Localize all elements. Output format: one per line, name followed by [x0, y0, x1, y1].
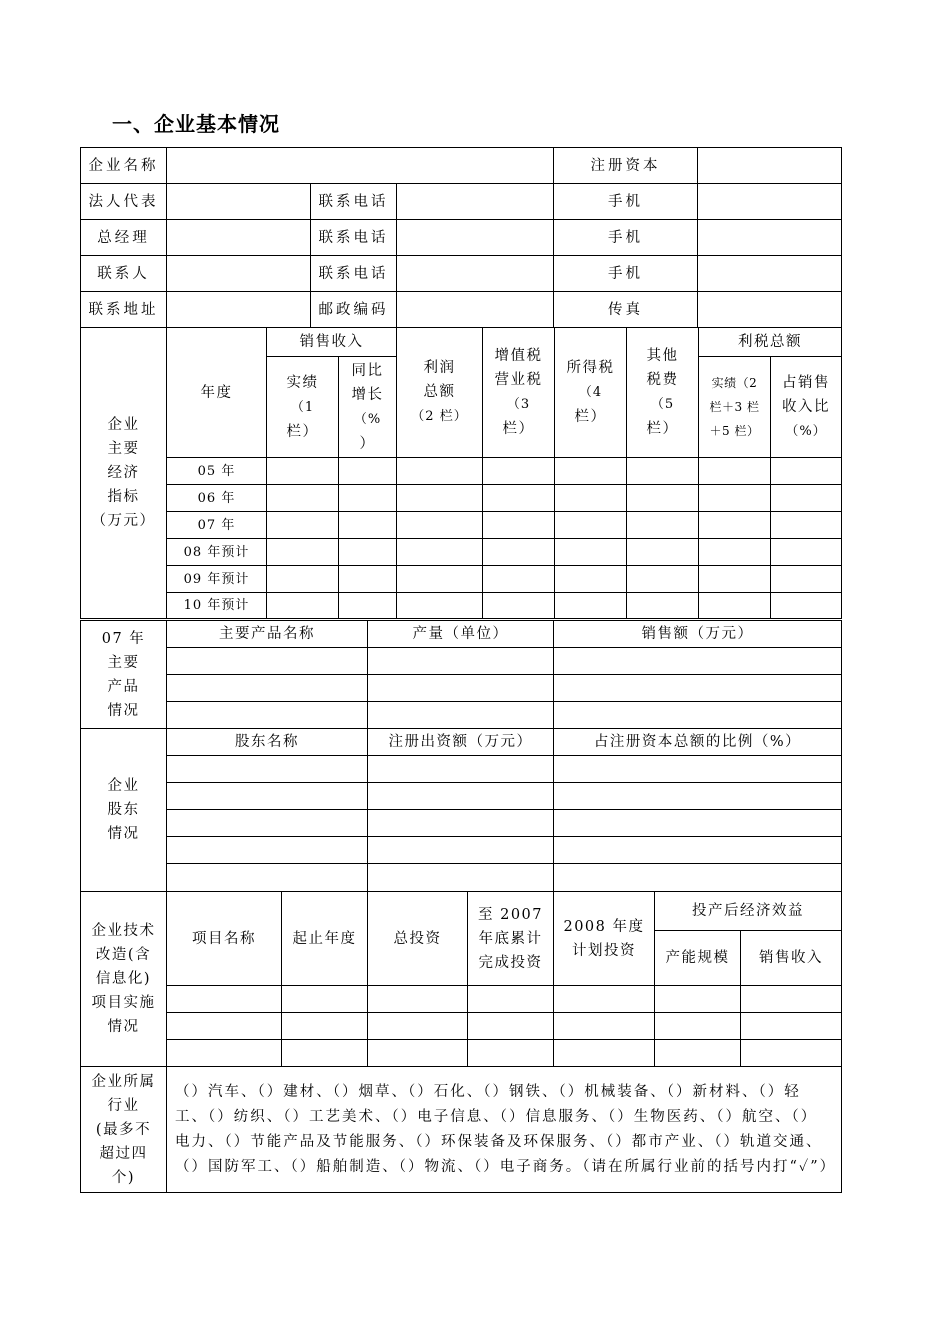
header-economic-benefit: 投产后经济效益: [655, 892, 842, 931]
cell[interactable]: [267, 512, 339, 539]
cell[interactable]: [741, 1013, 842, 1040]
cell[interactable]: [167, 756, 368, 783]
cell[interactable]: [339, 566, 397, 593]
cell[interactable]: [397, 566, 483, 593]
year-label: 09 年预计: [167, 566, 267, 593]
address-field[interactable]: [167, 292, 311, 328]
cell[interactable]: [554, 810, 842, 837]
cell[interactable]: [368, 986, 468, 1013]
shareholders-table: [80, 728, 842, 892]
label-fax: 传真: [554, 292, 698, 328]
cell[interactable]: [368, 648, 554, 675]
header-income-tax: 所得税 （4 栏）: [555, 328, 627, 458]
products-side-label: 07 年 主要 产品 情况: [81, 621, 167, 729]
economic-indicators-table: [80, 327, 842, 619]
cell[interactable]: [771, 485, 842, 512]
cell[interactable]: [397, 512, 483, 539]
cell[interactable]: [339, 512, 397, 539]
cell[interactable]: [554, 864, 842, 892]
cell[interactable]: [339, 485, 397, 512]
cell[interactable]: [167, 986, 282, 1013]
cell[interactable]: [554, 1040, 655, 1067]
cell[interactable]: [397, 485, 483, 512]
header-actual-total: 实绩（2 栏＋3 栏 ＋5 栏）: [699, 357, 771, 458]
cell[interactable]: [368, 1040, 468, 1067]
cell[interactable]: [368, 864, 554, 892]
year-label: 06 年: [167, 485, 267, 512]
cell[interactable]: [468, 986, 554, 1013]
gm-phone-field[interactable]: [397, 220, 554, 256]
fax-field[interactable]: [698, 292, 842, 328]
table-row: [81, 675, 842, 702]
cell[interactable]: [554, 1013, 655, 1040]
cell[interactable]: [282, 986, 368, 1013]
header-sales-revenue: 销售收入: [267, 328, 397, 357]
header-total-investment: 总投资: [368, 892, 468, 986]
cell[interactable]: [267, 485, 339, 512]
cell[interactable]: [655, 1013, 741, 1040]
cell[interactable]: [655, 1040, 741, 1067]
cell[interactable]: [167, 702, 368, 729]
cell[interactable]: [554, 702, 842, 729]
economic-side-label: 企业 主要 经济 指标 （万元）: [81, 328, 167, 619]
cell[interactable]: [655, 986, 741, 1013]
products-table: [80, 620, 842, 729]
header-product-name: 主要产品名称: [167, 621, 368, 648]
postcode-field[interactable]: [397, 292, 554, 328]
cell[interactable]: [627, 566, 699, 593]
industry-table: [80, 1066, 842, 1193]
cell[interactable]: [483, 539, 555, 566]
cell[interactable]: [339, 458, 397, 485]
cell[interactable]: [368, 675, 554, 702]
cell[interactable]: [554, 648, 842, 675]
cell[interactable]: [627, 458, 699, 485]
cell[interactable]: [555, 539, 627, 566]
general-manager-field[interactable]: [167, 220, 311, 256]
cell[interactable]: [555, 458, 627, 485]
cell[interactable]: [368, 1013, 468, 1040]
cell[interactable]: [699, 458, 771, 485]
registered-capital-field[interactable]: [698, 148, 842, 184]
legal-rep-mobile-field[interactable]: [698, 184, 842, 220]
label-mobile: 手机: [554, 220, 698, 256]
cell[interactable]: [555, 566, 627, 593]
cell[interactable]: [483, 458, 555, 485]
cell[interactable]: [267, 566, 339, 593]
cell[interactable]: [771, 566, 842, 593]
cell[interactable]: [554, 783, 842, 810]
cell[interactable]: [368, 810, 554, 837]
header-project-name: 项目名称: [167, 892, 282, 986]
cell[interactable]: [554, 837, 842, 864]
header-capital-ratio: 占注册资本总额的比例（%）: [554, 729, 842, 756]
cell[interactable]: [167, 864, 368, 892]
header-vat: 增值税 营业税 （3 栏）: [483, 328, 555, 458]
cell[interactable]: [554, 675, 842, 702]
cell[interactable]: [483, 566, 555, 593]
table-row: [81, 1040, 842, 1067]
cell[interactable]: [627, 512, 699, 539]
cell[interactable]: [741, 986, 842, 1013]
tech-side-label: 企业技术 改造(含 信息化) 项目实施 情况: [81, 892, 167, 1067]
label-contact-person: 联系人: [81, 256, 167, 292]
cell[interactable]: [267, 539, 339, 566]
header-tech-sales: 销售收入: [741, 931, 842, 986]
table-row: [81, 783, 842, 810]
table-row: [81, 756, 842, 783]
header-cumulative-investment: 至 2007 年底累计 完成投资: [468, 892, 554, 986]
table-row: [81, 485, 842, 512]
header-shareholder-name: 股东名称: [167, 729, 368, 756]
header-output: 产量（单位）: [368, 621, 554, 648]
cell[interactable]: [267, 593, 339, 619]
contact-person-field[interactable]: [167, 256, 311, 292]
cell[interactable]: [468, 1040, 554, 1067]
year-label: 07 年: [167, 512, 267, 539]
table-row: [81, 810, 842, 837]
cell[interactable]: [555, 512, 627, 539]
cell[interactable]: [267, 458, 339, 485]
cell[interactable]: [554, 756, 842, 783]
header-share-of-sales: 占销售 收入比 （%）: [771, 357, 842, 458]
cell[interactable]: [167, 675, 368, 702]
cell[interactable]: [699, 593, 771, 619]
label-registered-capital: 注册资本: [554, 148, 698, 184]
cell[interactable]: [483, 593, 555, 619]
cell[interactable]: [397, 458, 483, 485]
section-title: 一、企业基本情况: [112, 112, 280, 136]
label-address: 联系地址: [81, 292, 167, 328]
cell[interactable]: [741, 1040, 842, 1067]
contact-mobile-field[interactable]: [698, 256, 842, 292]
cell[interactable]: [627, 539, 699, 566]
cell[interactable]: [368, 756, 554, 783]
label-company-name: 企业名称: [81, 148, 167, 184]
label-contact-phone: 联系电话: [311, 184, 397, 220]
cell[interactable]: [699, 539, 771, 566]
cell[interactable]: [167, 1013, 282, 1040]
cell[interactable]: [627, 485, 699, 512]
cell[interactable]: [397, 593, 483, 619]
header-total-tax: 利税总额: [699, 328, 842, 357]
header-capacity: 产能规模: [655, 931, 741, 986]
cell[interactable]: [554, 986, 655, 1013]
cell[interactable]: [167, 648, 368, 675]
cell[interactable]: [167, 810, 368, 837]
company-name-field[interactable]: [167, 148, 554, 184]
cell[interactable]: [167, 837, 368, 864]
cell[interactable]: [339, 539, 397, 566]
label-mobile: 手机: [554, 184, 698, 220]
table-row: [81, 837, 842, 864]
tech-projects-table: [80, 891, 842, 1067]
label-legal-rep: 法人代表: [81, 184, 167, 220]
cell[interactable]: [368, 783, 554, 810]
cell[interactable]: [167, 1040, 282, 1067]
contact-phone-field[interactable]: [397, 256, 554, 292]
table-row: [81, 702, 842, 729]
cell[interactable]: [699, 485, 771, 512]
label-contact-phone: 联系电话: [311, 256, 397, 292]
cell[interactable]: [771, 539, 842, 566]
cell[interactable]: [167, 783, 368, 810]
header-registered-capital: 注册出资额（万元）: [368, 729, 554, 756]
label-general-manager: 总经理: [81, 220, 167, 256]
cell[interactable]: [771, 458, 842, 485]
year-label: 05 年: [167, 458, 267, 485]
legal-rep-field[interactable]: [167, 184, 311, 220]
table-row: [81, 512, 842, 539]
table-row: [81, 593, 842, 619]
industry-options-text[interactable]: （）汽车、（）建材、（）烟草、（）石化、（）钢铁、（）机械装备、（）新材料、（）轻工、（）纺织、（）工艺美术、（）电子信息、（）信息服务、（）生物医药、（）航空、（）电力、（）节能产品及节能服务、（）环保装备及环保服务、（）都市产业、（）轨道交通、（）国防军工、（）船舶制造、（）物流、（）电子商务。（请在所属行业前的括号内打“✓”）: [167, 1067, 842, 1193]
header-profit: 利润 总额 （2 栏）: [397, 328, 483, 458]
table-row: [81, 648, 842, 675]
year-label: 08 年预计: [167, 539, 267, 566]
gm-mobile-field[interactable]: [698, 220, 842, 256]
cell[interactable]: [368, 837, 554, 864]
cell[interactable]: [339, 593, 397, 619]
header-start-end-year: 起止年度: [282, 892, 368, 986]
cell[interactable]: [282, 1040, 368, 1067]
legal-rep-phone-field[interactable]: [397, 184, 554, 220]
cell[interactable]: [771, 512, 842, 539]
cell[interactable]: [483, 485, 555, 512]
header-actual: 实绩 （1 栏）: [267, 357, 339, 458]
shareholders-side-label: 企业 股东 情况: [81, 729, 167, 892]
year-label: 10 年预计: [167, 593, 267, 619]
cell[interactable]: [368, 702, 554, 729]
table-row: [81, 566, 842, 593]
cell[interactable]: [555, 485, 627, 512]
cell[interactable]: [627, 593, 699, 619]
header-sales-amount: 销售额（万元）: [554, 621, 842, 648]
industry-side-label: 企业所属 行业 (最多不 超过四 个): [81, 1067, 167, 1193]
header-2008-plan: 2008 年度 计划投资: [554, 892, 655, 986]
cell[interactable]: [468, 1013, 554, 1040]
label-mobile: 手机: [554, 256, 698, 292]
cell[interactable]: [699, 512, 771, 539]
table-row: [81, 458, 842, 485]
cell[interactable]: [555, 593, 627, 619]
cell[interactable]: [483, 512, 555, 539]
header-yoy-growth: 同比 增长 （% ）: [339, 357, 397, 458]
table-row: [81, 986, 842, 1013]
table-row: [81, 539, 842, 566]
cell[interactable]: [282, 1013, 368, 1040]
cell[interactable]: [699, 566, 771, 593]
cell[interactable]: [771, 593, 842, 619]
label-postcode: 邮政编码: [311, 292, 397, 328]
table-row: [81, 1013, 842, 1040]
basic-info-table: [80, 147, 842, 328]
table-row: [81, 864, 842, 892]
label-contact-phone: 联系电话: [311, 220, 397, 256]
cell[interactable]: [397, 539, 483, 566]
header-year: 年度: [167, 328, 267, 458]
header-other-tax: 其他 税费 （5 栏）: [627, 328, 699, 458]
